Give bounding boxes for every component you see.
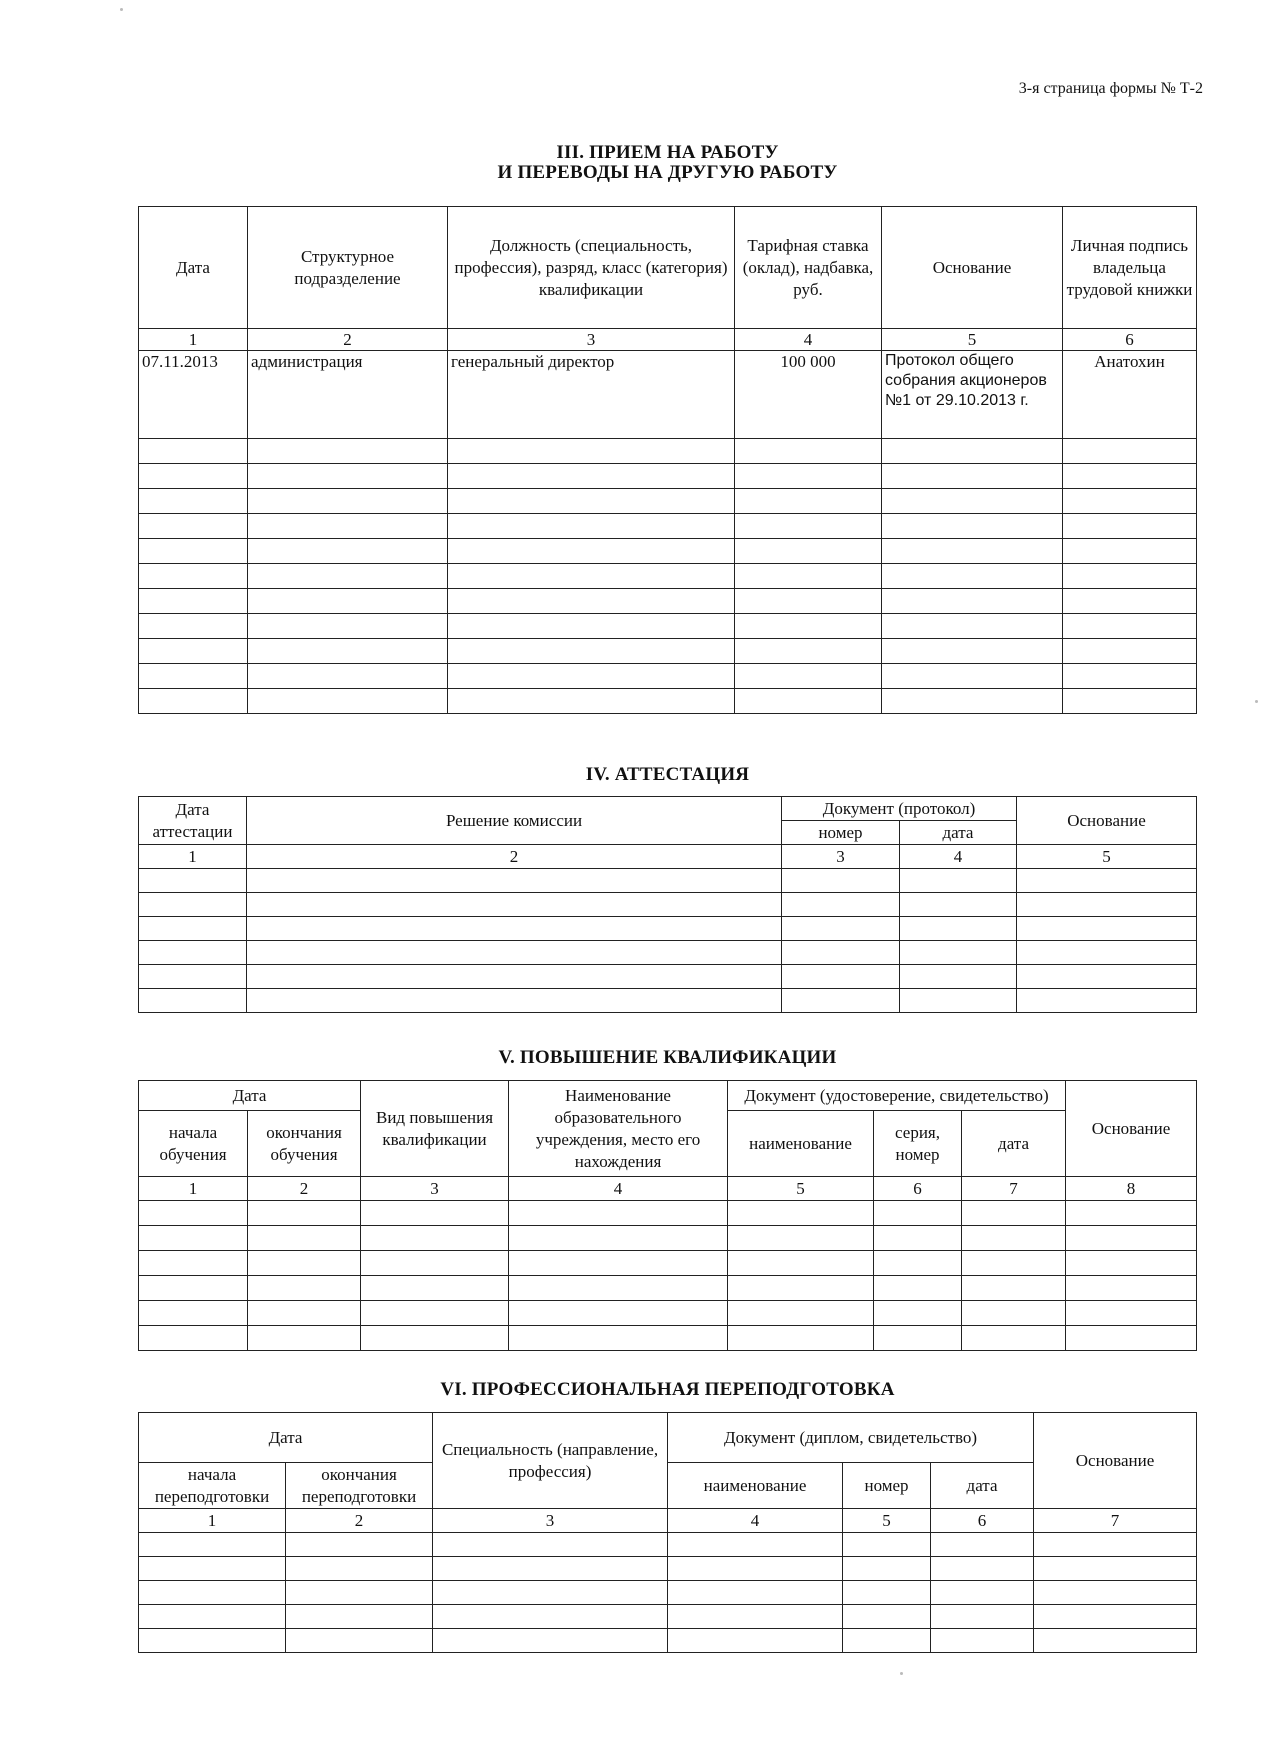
empty-cell xyxy=(900,965,1017,989)
empty-cell xyxy=(735,664,882,689)
section-6-title: VI. ПРОФЕССИОНАЛЬНАЯ ПЕРЕПОДГОТОВКА xyxy=(440,1379,895,1400)
empty-cell xyxy=(248,614,448,639)
column-number: 1 xyxy=(139,845,247,869)
empty-cell xyxy=(509,1226,728,1251)
entry-basis: Протокол общего собрания акционеров №1 от 29.10.2013 г. xyxy=(882,351,1063,439)
empty-row xyxy=(139,489,1197,514)
empty-row xyxy=(139,464,1197,489)
empty-cell xyxy=(248,489,448,514)
empty-cell xyxy=(900,941,1017,965)
empty-cell xyxy=(843,1629,931,1653)
empty-cell xyxy=(448,689,735,714)
empty-cell xyxy=(882,639,1063,664)
empty-cell xyxy=(139,1533,286,1557)
empty-row xyxy=(139,1301,1197,1326)
empty-cell xyxy=(248,1326,361,1351)
empty-cell xyxy=(361,1201,509,1226)
empty-cell xyxy=(248,514,448,539)
column-number: 5 xyxy=(882,329,1063,351)
empty-cell xyxy=(962,1301,1066,1326)
header-end: окончания обучения xyxy=(248,1111,361,1177)
header-date: Дата xyxy=(139,1413,433,1463)
empty-cell xyxy=(1066,1326,1197,1351)
column-number: 5 xyxy=(1017,845,1197,869)
empty-row xyxy=(139,539,1197,564)
empty-cell xyxy=(247,893,782,917)
empty-cell xyxy=(509,1201,728,1226)
empty-cell xyxy=(286,1581,433,1605)
column-number: 3 xyxy=(361,1177,509,1201)
header-specialty: Специальность (направление, профессия) xyxy=(433,1413,668,1509)
entry-position: генеральный директор xyxy=(448,351,735,439)
empty-row xyxy=(139,614,1197,639)
empty-cell xyxy=(728,1226,874,1251)
empty-row xyxy=(139,1581,1197,1605)
empty-cell xyxy=(361,1301,509,1326)
empty-cell xyxy=(882,489,1063,514)
header-doc-name: наименование xyxy=(668,1463,843,1509)
header-document: Документ (удостоверение, свидетельство) xyxy=(728,1081,1066,1111)
header-doc-number: номер xyxy=(843,1463,931,1509)
empty-cell xyxy=(1034,1629,1197,1653)
empty-cell xyxy=(1066,1276,1197,1301)
empty-cell xyxy=(882,564,1063,589)
column-number-row xyxy=(139,329,1197,351)
scan-speck xyxy=(1255,700,1258,703)
empty-cell xyxy=(361,1276,509,1301)
header-position: Должность (специальность, профессия), разряд, класс (категория) квалификации xyxy=(448,207,735,329)
empty-cell xyxy=(962,1251,1066,1276)
empty-row xyxy=(139,514,1197,539)
empty-cell xyxy=(668,1581,843,1605)
empty-cell xyxy=(843,1605,931,1629)
empty-cell xyxy=(361,1326,509,1351)
empty-cell xyxy=(139,941,247,965)
empty-cell xyxy=(139,869,247,893)
section-5-title: V. ПОВЫШЕНИЕ КВАЛИФИКАЦИИ xyxy=(498,1047,837,1068)
empty-cell xyxy=(728,1251,874,1276)
empty-row xyxy=(139,941,1197,965)
empty-cell xyxy=(139,1581,286,1605)
empty-row xyxy=(139,589,1197,614)
entry-rate: 100 000 xyxy=(735,351,882,439)
empty-row xyxy=(139,1201,1197,1226)
empty-cell xyxy=(1063,689,1197,714)
empty-cell xyxy=(1034,1557,1197,1581)
empty-cell xyxy=(874,1226,962,1251)
column-number-row xyxy=(139,1177,1197,1201)
empty-cell xyxy=(735,514,882,539)
empty-cell xyxy=(843,1557,931,1581)
empty-row xyxy=(139,1251,1197,1276)
header-document: Документ (протокол) xyxy=(782,797,1017,821)
empty-cell xyxy=(843,1533,931,1557)
table-row xyxy=(139,351,1197,439)
empty-cell xyxy=(882,439,1063,464)
empty-cell xyxy=(882,664,1063,689)
column-number: 6 xyxy=(931,1509,1034,1533)
section-3-title-line2: И ПЕРЕВОДЫ НА ДРУГУЮ РАБОТУ xyxy=(497,162,838,183)
empty-cell xyxy=(433,1605,668,1629)
entry-date: 07.11.2013 xyxy=(139,351,248,439)
header-basis: Основание xyxy=(1017,797,1197,845)
empty-cell xyxy=(874,1301,962,1326)
empty-cell xyxy=(900,989,1017,1013)
table-header-row xyxy=(139,207,1197,329)
header-basis: Основание xyxy=(1066,1081,1197,1177)
empty-row xyxy=(139,869,1197,893)
section-3-title xyxy=(140,143,1195,183)
header-department: Структурное подразделение xyxy=(248,207,448,329)
empty-cell xyxy=(735,614,882,639)
empty-cell xyxy=(248,1301,361,1326)
empty-cell xyxy=(448,539,735,564)
empty-cell xyxy=(139,965,247,989)
empty-cell xyxy=(1017,869,1197,893)
column-number-row xyxy=(139,845,1197,869)
header-doc-date: дата xyxy=(900,821,1017,845)
header-end: окончания переподготовки xyxy=(286,1463,433,1509)
empty-cell xyxy=(1063,514,1197,539)
empty-cell xyxy=(247,989,782,1013)
empty-cell xyxy=(735,464,882,489)
header-basis: Основание xyxy=(1034,1413,1197,1509)
empty-cell xyxy=(248,1226,361,1251)
header-series: серия, номер xyxy=(874,1111,962,1177)
empty-cell xyxy=(139,614,248,639)
empty-cell xyxy=(782,941,900,965)
column-number: 1 xyxy=(139,1177,248,1201)
column-number: 8 xyxy=(1066,1177,1197,1201)
empty-cell xyxy=(139,689,248,714)
empty-cell xyxy=(931,1557,1034,1581)
empty-cell xyxy=(931,1533,1034,1557)
column-number: 3 xyxy=(782,845,900,869)
empty-cell xyxy=(900,917,1017,941)
empty-cell xyxy=(1063,439,1197,464)
empty-cell xyxy=(668,1557,843,1581)
column-number: 4 xyxy=(668,1509,843,1533)
retraining-table xyxy=(138,1412,1197,1653)
empty-cell xyxy=(139,439,248,464)
scan-speck xyxy=(120,8,123,11)
empty-cell xyxy=(139,893,247,917)
empty-cell xyxy=(248,464,448,489)
empty-cell xyxy=(882,614,1063,639)
empty-cell xyxy=(728,1276,874,1301)
empty-cell xyxy=(1017,965,1197,989)
empty-cell xyxy=(139,489,248,514)
empty-cell xyxy=(361,1226,509,1251)
empty-cell xyxy=(882,589,1063,614)
empty-cell xyxy=(247,941,782,965)
empty-cell xyxy=(448,639,735,664)
empty-cell xyxy=(1066,1301,1197,1326)
empty-cell xyxy=(433,1557,668,1581)
empty-rows xyxy=(139,1201,1197,1351)
column-number: 2 xyxy=(248,1177,361,1201)
header-attestation-date: Дата аттестации xyxy=(139,797,247,845)
empty-cell xyxy=(782,869,900,893)
header-start: начала обучения xyxy=(139,1111,248,1177)
empty-cell xyxy=(874,1276,962,1301)
header-signature: Личная подпись владельца трудовой книжки xyxy=(1063,207,1197,329)
empty-rows xyxy=(139,869,1197,1013)
empty-cell xyxy=(782,893,900,917)
column-number-row xyxy=(139,1509,1197,1533)
empty-cell xyxy=(139,917,247,941)
empty-cell xyxy=(248,589,448,614)
header-document: Документ (диплом, свидетельство) xyxy=(668,1413,1034,1463)
empty-cell xyxy=(735,439,882,464)
qualification-table xyxy=(138,1080,1197,1351)
empty-cell xyxy=(139,539,248,564)
empty-cell xyxy=(728,1326,874,1351)
empty-cell xyxy=(782,989,900,1013)
empty-cell xyxy=(1066,1226,1197,1251)
header-date: Дата xyxy=(139,207,248,329)
empty-cell xyxy=(1063,639,1197,664)
empty-cell xyxy=(782,965,900,989)
empty-cell xyxy=(509,1301,728,1326)
empty-cell xyxy=(248,1276,361,1301)
empty-row xyxy=(139,1605,1197,1629)
empty-row xyxy=(139,1533,1197,1557)
column-number: 2 xyxy=(248,329,448,351)
column-number: 4 xyxy=(900,845,1017,869)
empty-cell xyxy=(286,1605,433,1629)
table-header-row xyxy=(139,1413,1197,1463)
empty-cell xyxy=(139,1326,248,1351)
empty-cell xyxy=(448,464,735,489)
empty-cell xyxy=(286,1557,433,1581)
empty-cell xyxy=(1034,1581,1197,1605)
empty-row xyxy=(139,1276,1197,1301)
empty-cell xyxy=(248,639,448,664)
empty-row xyxy=(139,965,1197,989)
header-doc-name: наименование xyxy=(728,1111,874,1177)
column-number: 4 xyxy=(509,1177,728,1201)
empty-cell xyxy=(1063,614,1197,639)
empty-cell xyxy=(448,614,735,639)
empty-cell xyxy=(782,917,900,941)
empty-cell xyxy=(882,539,1063,564)
column-number: 1 xyxy=(139,1509,286,1533)
column-number: 7 xyxy=(962,1177,1066,1201)
scan-speck xyxy=(900,1672,903,1675)
header-doc-date: дата xyxy=(931,1463,1034,1509)
empty-cell xyxy=(882,514,1063,539)
table-header-row xyxy=(139,797,1197,821)
empty-cell xyxy=(1063,489,1197,514)
empty-row xyxy=(139,564,1197,589)
empty-cell xyxy=(139,1605,286,1629)
header-doc-date: дата xyxy=(962,1111,1066,1177)
empty-cell xyxy=(448,514,735,539)
header-institution: Наименование образовательного учреждения, место его нахождения xyxy=(509,1081,728,1177)
empty-cell xyxy=(882,689,1063,714)
column-number: 7 xyxy=(1034,1509,1197,1533)
empty-cell xyxy=(1063,589,1197,614)
header-start: начала переподготовки xyxy=(139,1463,286,1509)
empty-row xyxy=(139,1557,1197,1581)
empty-cell xyxy=(139,564,248,589)
empty-cell xyxy=(1034,1533,1197,1557)
empty-cell xyxy=(1066,1251,1197,1276)
empty-cell xyxy=(248,564,448,589)
empty-cell xyxy=(433,1581,668,1605)
column-number: 4 xyxy=(735,329,882,351)
table-header-row xyxy=(139,1081,1197,1111)
empty-cell xyxy=(248,1251,361,1276)
empty-cell xyxy=(931,1629,1034,1653)
empty-cell xyxy=(874,1251,962,1276)
empty-cell xyxy=(139,639,248,664)
empty-row xyxy=(139,893,1197,917)
empty-cell xyxy=(248,1201,361,1226)
empty-cell xyxy=(139,1201,248,1226)
empty-cell xyxy=(139,1629,286,1653)
column-number: 5 xyxy=(728,1177,874,1201)
empty-cell xyxy=(1063,664,1197,689)
empty-cell xyxy=(962,1276,1066,1301)
column-number: 6 xyxy=(1063,329,1197,351)
empty-cell xyxy=(1063,464,1197,489)
empty-cell xyxy=(728,1301,874,1326)
empty-cell xyxy=(962,1326,1066,1351)
empty-cell xyxy=(448,439,735,464)
empty-row xyxy=(139,989,1197,1013)
empty-cell xyxy=(139,1276,248,1301)
header-date: Дата xyxy=(139,1081,361,1111)
column-number: 2 xyxy=(247,845,782,869)
empty-cell xyxy=(509,1276,728,1301)
empty-row xyxy=(139,664,1197,689)
empty-cell xyxy=(247,869,782,893)
empty-cell xyxy=(433,1533,668,1557)
empty-cell xyxy=(1034,1605,1197,1629)
empty-cell xyxy=(1066,1201,1197,1226)
empty-cell xyxy=(874,1326,962,1351)
empty-cell xyxy=(668,1629,843,1653)
empty-cell xyxy=(139,514,248,539)
empty-cell xyxy=(1017,989,1197,1013)
empty-cell xyxy=(931,1581,1034,1605)
empty-cell xyxy=(139,664,248,689)
empty-cell xyxy=(962,1201,1066,1226)
empty-cell xyxy=(931,1605,1034,1629)
empty-cell xyxy=(433,1629,668,1653)
empty-cell xyxy=(286,1533,433,1557)
empty-cell xyxy=(1017,893,1197,917)
empty-cell xyxy=(735,589,882,614)
empty-cell xyxy=(728,1201,874,1226)
entry-department: администрация xyxy=(248,351,448,439)
column-number: 5 xyxy=(843,1509,931,1533)
header-rate: Тарифная ставка (оклад), надбавка, руб. xyxy=(735,207,882,329)
empty-cell xyxy=(247,917,782,941)
hiring-transfers-table xyxy=(138,206,1197,714)
empty-cell xyxy=(247,965,782,989)
column-number: 1 xyxy=(139,329,248,351)
empty-cell xyxy=(286,1629,433,1653)
column-number: 3 xyxy=(433,1509,668,1533)
empty-rows xyxy=(139,1533,1197,1653)
empty-cell xyxy=(248,439,448,464)
empty-cell xyxy=(874,1201,962,1226)
column-number: 3 xyxy=(448,329,735,351)
column-number: 2 xyxy=(286,1509,433,1533)
empty-cell xyxy=(139,464,248,489)
empty-cell xyxy=(139,1251,248,1276)
empty-cell xyxy=(668,1533,843,1557)
empty-row xyxy=(139,439,1197,464)
empty-cell xyxy=(735,564,882,589)
empty-row xyxy=(139,1326,1197,1351)
empty-cell xyxy=(900,869,1017,893)
empty-cell xyxy=(900,893,1017,917)
empty-cell xyxy=(735,689,882,714)
empty-cell xyxy=(668,1605,843,1629)
empty-cell xyxy=(1017,941,1197,965)
column-number: 6 xyxy=(874,1177,962,1201)
empty-cell xyxy=(248,664,448,689)
empty-cell xyxy=(843,1581,931,1605)
empty-row xyxy=(139,917,1197,941)
header-decision: Решение комиссии xyxy=(247,797,782,845)
section-4-title: IV. АТТЕСТАЦИЯ xyxy=(585,764,750,785)
empty-row xyxy=(139,1226,1197,1251)
empty-cell xyxy=(882,464,1063,489)
header-doc-number: номер xyxy=(782,821,900,845)
empty-cell xyxy=(139,989,247,1013)
attestation-table xyxy=(138,796,1197,1013)
empty-cell xyxy=(1063,539,1197,564)
empty-rows xyxy=(139,439,1197,714)
empty-cell xyxy=(248,539,448,564)
empty-cell xyxy=(139,1557,286,1581)
header-basis: Основание xyxy=(882,207,1063,329)
empty-cell xyxy=(509,1251,728,1276)
empty-cell xyxy=(448,489,735,514)
empty-cell xyxy=(962,1226,1066,1251)
empty-cell xyxy=(139,1226,248,1251)
empty-cell xyxy=(361,1251,509,1276)
empty-row xyxy=(139,689,1197,714)
section-3-title-line1: III. ПРИЕМ НА РАБОТУ xyxy=(556,142,779,163)
empty-cell xyxy=(448,589,735,614)
empty-cell xyxy=(448,664,735,689)
form-page-label: 3-я страница формы № Т-2 xyxy=(1018,80,1203,97)
entry-signature: Анатохин xyxy=(1063,351,1197,439)
empty-cell xyxy=(1063,564,1197,589)
empty-cell xyxy=(139,1301,248,1326)
empty-cell xyxy=(248,689,448,714)
header-kind: Вид повышения квалификации xyxy=(361,1081,509,1177)
empty-cell xyxy=(735,639,882,664)
empty-row xyxy=(139,639,1197,664)
empty-cell xyxy=(448,564,735,589)
empty-cell xyxy=(735,539,882,564)
empty-cell xyxy=(509,1326,728,1351)
empty-cell xyxy=(139,589,248,614)
empty-row xyxy=(139,1629,1197,1653)
empty-cell xyxy=(735,489,882,514)
empty-cell xyxy=(1017,917,1197,941)
